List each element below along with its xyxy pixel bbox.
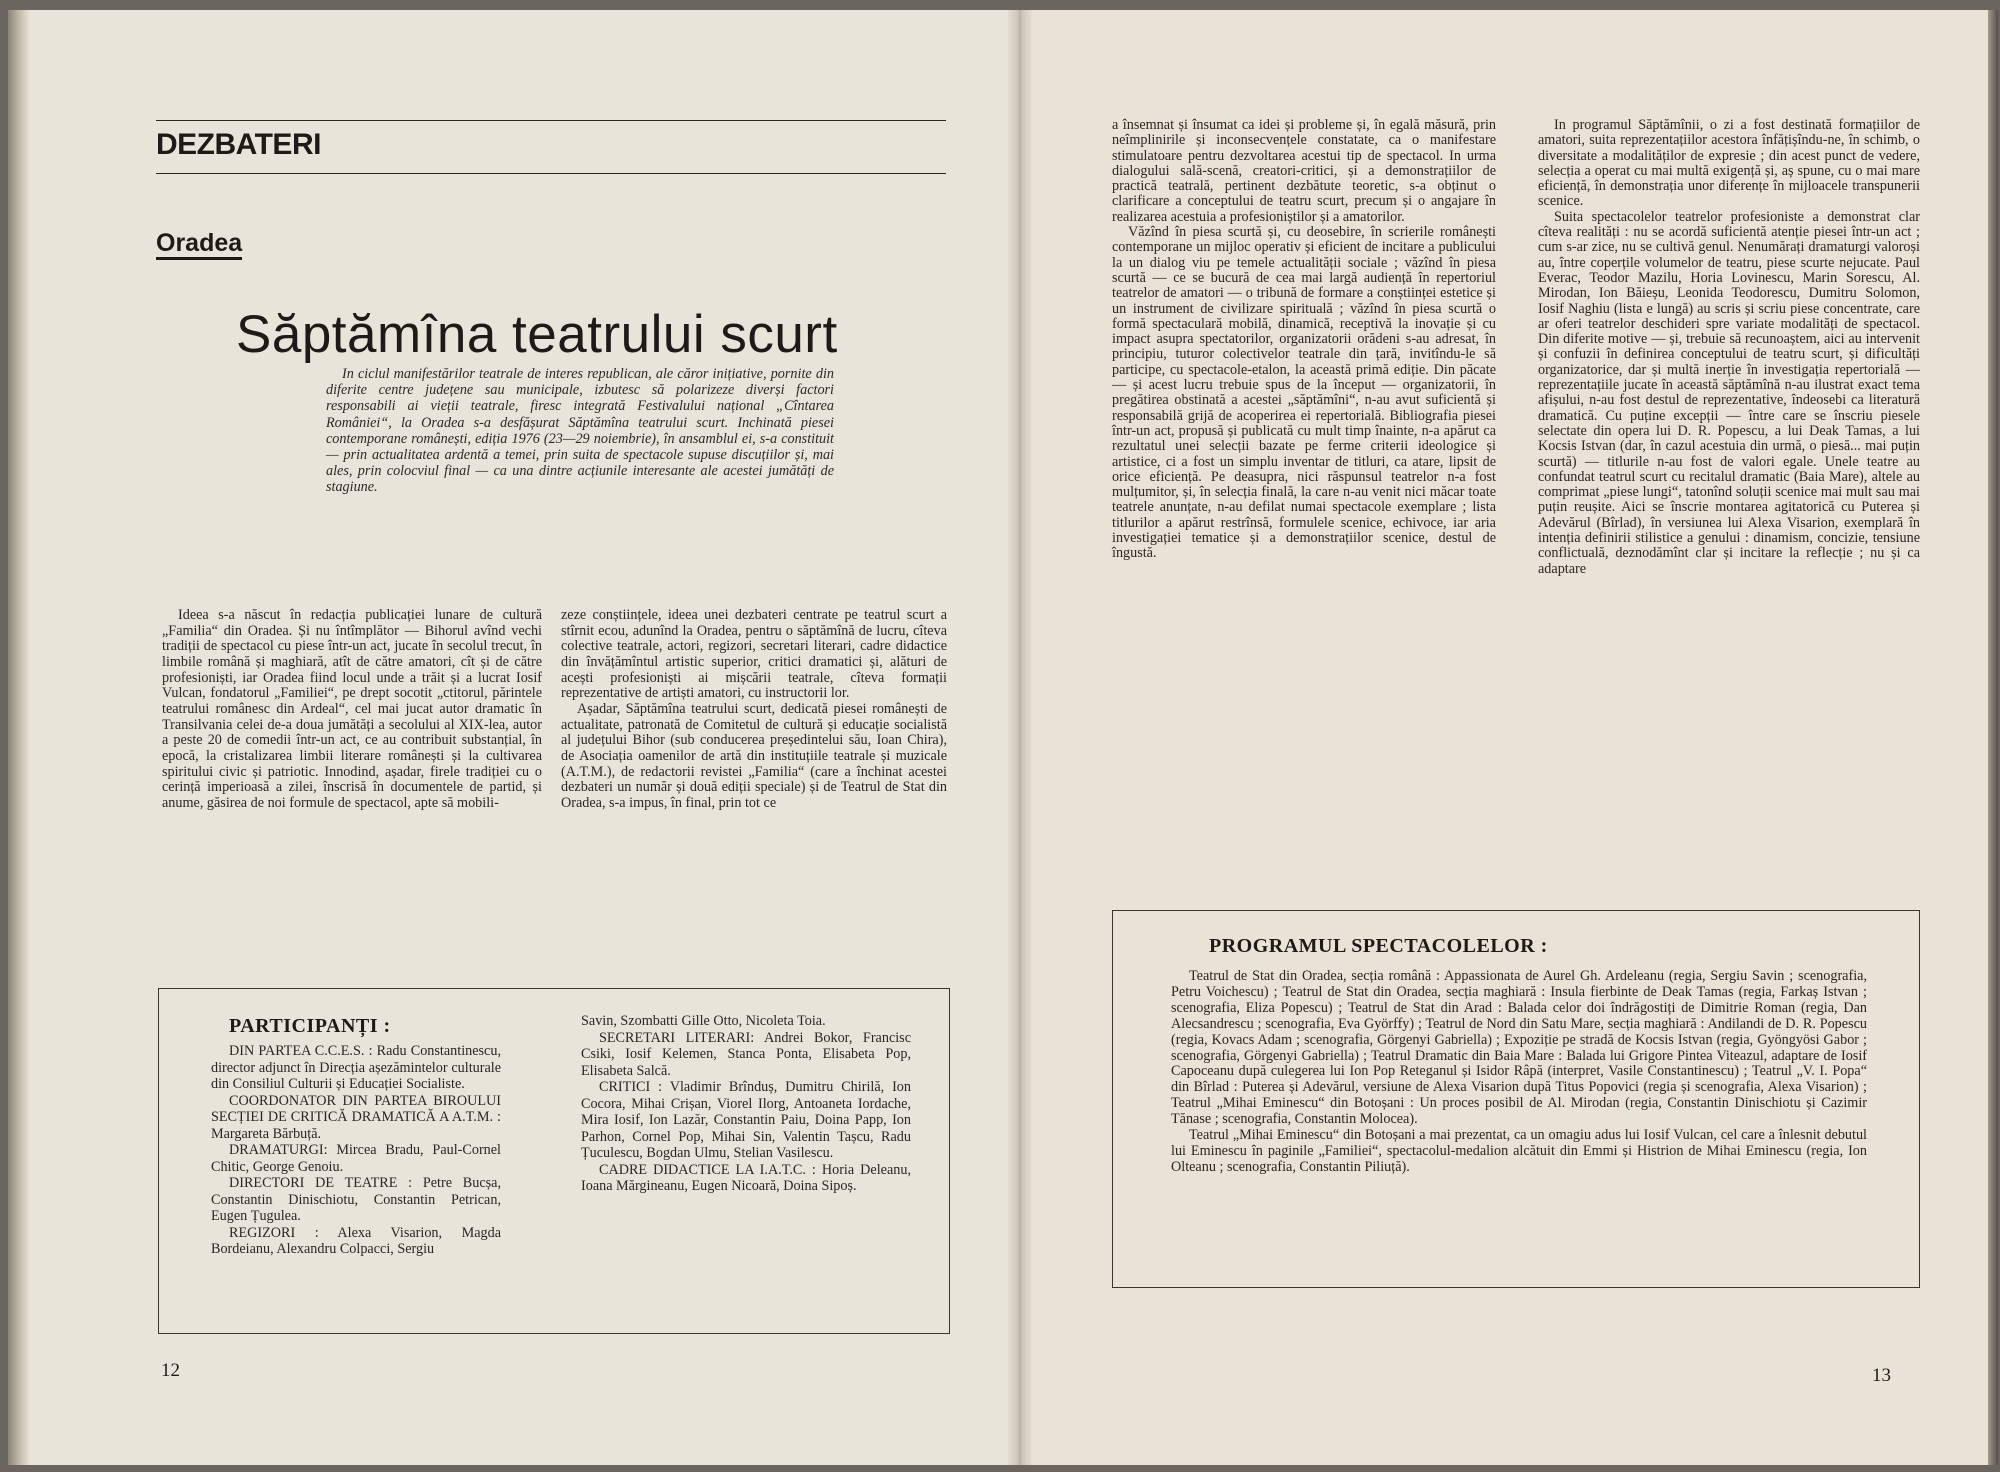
section-heading: DEZBATERI [156, 128, 321, 161]
program-paragraph-2: Teatrul „Mihai Eminescu“ din Botoșani a mai prezentat, ca un omagiu adus lui Iosif Vulcan, cel care a înlesnit debutul lui Eminescu în paginile „Familiei“, spectacolul-medalion alcătuit din Emmi și Histrion de Mihai Eminescu (regia, Ion Olteanu ; scenografia, Constantin Piliuță). [1171, 1127, 1867, 1175]
book-edge-left [8, 10, 30, 1465]
header-rule-top [156, 120, 946, 121]
right-column-1-paragraph-1: a însemnat și însumat ca idei și probleme și, în egală măsură, prin neîmplinirile și inconsecvențele constatate, ca o manifestare stimulatoare pentru dezvoltarea acestui tip de spectacol. In urma dialogului sală-scenă, creatori-critici, și a demonstrațiilor de practică teatrală, pertinent dezbătute teoretic, s-a obținut o clarificare a conceptului de teatru scurt, precum și o angajare în realizarea acestuia a profesioniștilor și a amatorilor. [1112, 117, 1496, 225]
participant-group: Savin, Szombatti Gille Otto, Nicoleta Toia. [581, 1013, 826, 1029]
city-subheading: Oradea [156, 230, 242, 260]
page-number-right: 13 [1872, 1365, 1891, 1386]
participants-title: PARTICIPANȚI : [229, 1015, 391, 1037]
participants-box [158, 988, 950, 1334]
article-title: Săptămîna teatrului scurt [236, 305, 838, 364]
page-number-left: 12 [161, 1360, 180, 1381]
participant-group: DRAMATURGI: Mircea Bradu, Paul-Cornel Chitic, George Genoiu. [211, 1142, 501, 1175]
right-column-1 [1112, 118, 1496, 562]
participant-group: DIRECTORI DE TEATRE : Petre Bucșa, Constantin Dinischiotu, Constantin Petrican, Eugen Țugulea. [211, 1175, 501, 1224]
header-rule-bottom [156, 173, 946, 174]
participant-group: REGIZORI : Alexa Visarion, Magda Bordeianu, Alexandru Colpacci, Sergiu [211, 1224, 501, 1257]
program-list [1171, 969, 1867, 1176]
right-page [1020, 10, 1998, 1465]
participants-column-1 [211, 1043, 501, 1258]
left-page [8, 10, 1018, 1465]
right-column-2-paragraph-1: In programul Săptămînii, o zi a fost destinată formațiilor de amatori, suita reprezentațiilor acestora înfățișîndu-ne, în schimb, o diversitate a modalităților de expresie ; din acest punct de vedere, selecția a operat cu mai multă exigență și, aș spune, cu o mai mare eficiență, în demonstrația unor diferențe în mijloacele transpunerii scenice. [1538, 117, 1920, 210]
magazine-spread [8, 10, 1998, 1465]
program-box [1112, 910, 1920, 1288]
participant-group: SECRETARI LITERARI: Andrei Bokor, Francisc Csiki, Iosif Kelemen, Stanca Ponta, Elisabeta Pop, Elisabeta Salcă. [581, 1029, 911, 1079]
body-column-1: Ideea s-a născut în redacția publicației lunare de cultură „Familia“ din Oradea. Și nu întîmplător — Bihorul avînd vechi tradiții de spectacol cu piese într-un act, jucate în secolul trecut, în limbile română și maghiară, atît de către amatori, cît și de către profesioniști, iar Oradea fiind locul unde a trăit și a lucrat Iosif Vulcan, fondatorul „Familiei“, pe drept socotit „ctitorul, părintele teatrului românesc din Ardeal“, cel mai jucat autor dramatic în Transilvania celei de-a doua jumătăți a secolului al XIX-lea, autor a peste 20 de comedii într-un act, ce au contribuit substanțial, în epocă, la cristalizarea limbii literare românești și la cultivarea spiritului civic și patriotic. Innodind, așadar, firele tradiției cu o cerință imperioasă a zilei, înscrisă în documentele de partid, și anume, găsirea de noi formule de spectacol, apte să mobili- [162, 607, 542, 811]
right-column-2 [1538, 118, 1920, 577]
right-column-1-paragraph-2: Văzînd în piesa scurtă și, cu deosebire, în scrierile românești contemporane un mijloc operativ și eficient de incitare a publicului la un dialog viu pe temele actualității sociale ; văzînd în piesa scurtă — ce se bucură de cea mai largă audiență în repertoriul teatrelor de amatori — o tribună de formare a conștiinței estetice și un instrument de civilizare spirituală ; văzînd în piesa scurtă o formă spectaculară mobilă, dinamică, receptivă la inovație și cu impact asupra spectatorilor, organizatorii orădeni s-au adresat, în principiu, tuturor colectivelor teatrale din țară, invitîndu-le să participe, cu spectacole-etalon, la această primă ediție. Din păcate — și acest lucru trebuie spus de la început — organizatorii, în pregătirea obstinată a acestei „săptămîni“, n-au avut suficientă și responsabilă grijă de acoperirea ei repertorială. Bibliografia piesei într-un act, propusă și publicată cu mult timp înainte, n-a apărut ca rezultatul unei selecții bazate pe ferme criterii ideologice și artistice, ci a fost un simplu inventar de titluri, ca atare, lipsit de orice eficiență. Pe deasupra, nici răspunsul teatrelor n-a fost mulțumitor, și, în selecția finală, la care n-au venit nici măcar toate teatrele anunțate, n-au defilat numai spectacole exemplare ; lista titlurilor a apărut restrînsă, formulele scenice, echivoce, iar aria investigației tematice și a demonstrațiilor scenice, destul de îngustă. [1112, 224, 1496, 562]
book-edge-right [1988, 10, 1998, 1465]
right-column-2-paragraph-2: Suita spectacolelor teatrelor profesioniste a demonstrat clar cîteva realități : nu se acordă suficientă atenție piesei într-un act ; cum s-ar zice, nu se cultivă genul. Nenumărați dramaturgi valoroși au, între coperțile volumelor de teatru, piese scurte nejucate. Paul Everac, Teodor Mazilu, Horia Lovinescu, Marin Sorescu, Al. Mirodan, Ion Băieșu, Leonida Teodorescu, Dumitru Solomon, Iosif Naghiu (lista e lungă) au scris și scriu piese concentrate, care ar oferi teatrelor deschideri spre variate modalități de spectacol. Din diferite motive — și, trebuie să recunoaștem, aici au intervenit și confuzii în definirea conceptului de teatru scurt, și dificultăți organizatorice, dar și multă inerție în investigația repertorială — reprezentațiile jucate în această săptămînă n-au ilustrat exact tema afișului, n-au fost destul de reprezentative, îndeosebi ca literatură dramatică. Cu puține excepții — între care se înscriu piesele selectate din opera lui D. R. Popescu, a lui Deak Tamas, a lui Kocsis Istvan (dar, în cazul acestuia din urmă, o piesă... mai puțin scurtă) — titlurile n-au fost de valori egale. Unele teatre au confundat teatrul scurt cu recitalul dramatic (Baia Mare), altele au comprimat „piese lungi“, tatonînd soluții scenice mai mult sau mai puțin reușite. Aici se înscrie montarea agitatorică cu Puterea și Adevărul (Bîrlad), în versiunea lui Alexa Visarion, exemplară în intenția definirii stilistice a genului : dinamism, concizie, tensiune conflictuală, deznodămînt clar și incitare la reflecție ; nu și ca adaptare [1538, 208, 1920, 577]
participant-group: CADRE DIDACTICE LA I.A.T.C. : Horia Deleanu, Ioana Mărgineanu, Eugen Nicoară, Doina Sipoș. [581, 1161, 911, 1194]
book-gutter [1008, 10, 1032, 1465]
body-column-2 [561, 608, 947, 812]
program-title: PROGRAMUL SPECTACOLELOR : [1209, 935, 1548, 957]
participants-column-2 [581, 1013, 911, 1195]
participant-group: CRITICI : Vladimir Brînduș, Dumitru Chirilă, Ion Cocora, Mihai Crișan, Viorel Ilorg, Antoaneta Iordache, Mira Iosif, Ion Lazăr, Constantin Paiu, Doina Papp, Ion Parhon, Cornel Pop, Mihai Sin, Valentin Tașcu, Radu Țuculescu, Bogdan Ulmu, Stelian Vasilescu. [581, 1079, 911, 1161]
article-lead: In ciclul manifestărilor teatrale de interes republican, ale căror inițiative, pornite din diferite centre județene sau municipale, izbutesc să polarizeze diverși factori responsabili ai vieții teatrale, firesc integrată Festivalului național „Cîntarea României“, la Oradea s-a desfășurat Săptămîna teatrului scurt. Inchinată piesei contemporane românești, ediția 1976 (23—29 noiembrie), în ansamblul ei, s-a constituit — prin actualitatea ardentă a temei, prin suita de spectacole supuse discuțiilor și, mai ales, prin colocviul final — ca una dintre acțiunile interesante ale acestei jumătăți de stagiune. [326, 366, 834, 496]
participant-group: DIN PARTEA C.C.E.S. : Radu Constantinescu, director adjunct în Direcția așezămintelor culturale din Consiliul Culturii și Educației Socialiste. [211, 1043, 501, 1092]
program-paragraph-1: Teatrul de Stat din Oradea, secția română : Appassionata de Aurel Gh. Ardeleanu (regia, Sergiu Savin ; scenografia, Petru Voichescu) ; Teatrul de Stat din Oradea, secția maghiară : Insula fierbinte de Deak Tamas (regia, Farkaș Istvan ; scenografia, Eliza Popescu) ; Teatrul de Stat din Arad : Balada celor doi îndrăgostiți de Dimitrie Roman (regia, Dan Alecsandrescu ; scenografia, Eva Györffy) ; Teatrul de Nord din Satu Mare, secția maghiară : Andilandi de D. R. Popescu (regia, Kovacs Adam ; scenografia, Görgenyi Gabriella) ; Expoziție pe stradă de Kocsis Istvan (regia, Gyöngyösi Gabor ; scenografia, Görgenyi Gabriella) ; Teatrul Dramatic din Baia Mare : Balada lui Grigore Pintea Viteazul, adaptare de Iosif Capoceanu după culegerea lui Ion Pop Reteganul și Isidor Râpă (interpret, Vasile Constantinescu) ; Teatrul „V. I. Popa“ din Bîrlad : Puterea și Adevărul, versiune de Alexa Visarion după Titus Popovici (regia și scenografia, Alexa Visarion) ; Teatrul „Mihai Eminescu“ din Botoșani : Un proces posibil de Al. Mirodan (regia, Constantin Dinischiotu și Cazimir Tănase ; scenografia, Constantin Moloceа). [1171, 968, 1867, 1128]
body-column-2-paragraph-1: zeze conștiințele, ideea unei dezbateri centrate pe teatrul scurt a stîrnit ecou, adunînd la Oradea, pentru o săptămînă de lucru, cîteva colective teatrale, actori, regizori, secretari literari, cadre didactice din învățămîntul artistic superior, critici dramatici și, alături de acești profesioniști ai mișcării teatrale, cîteva formații reprezentative de artiști amatori, cu instructorii lor. [561, 607, 947, 702]
participant-group: COORDONATOR DIN PARTEA BIROULUI SECȚIEI DE CRITICĂ DRAMATICĂ A A.T.M. : Margareta Bărbuță. [211, 1092, 501, 1142]
body-column-2-paragraph-2: Așadar, Săptămîna teatrului scurt, dedicată piesei românești de actualitate, patronată de Comitetul de cultură și educație socialistă al județului Bihor (sub conducerea președintelui său, Ioan Chira), de Asociația oamenilor de artă din instituțiile teatrale și muzicale (A.T.M.), de redactorii revistei „Familia“ (care a închinat acestei dezbateri un număr și două ediții speciale) și de Teatrul de Stat din Oradea, s-a impus, în final, prin tot ce [561, 700, 947, 811]
